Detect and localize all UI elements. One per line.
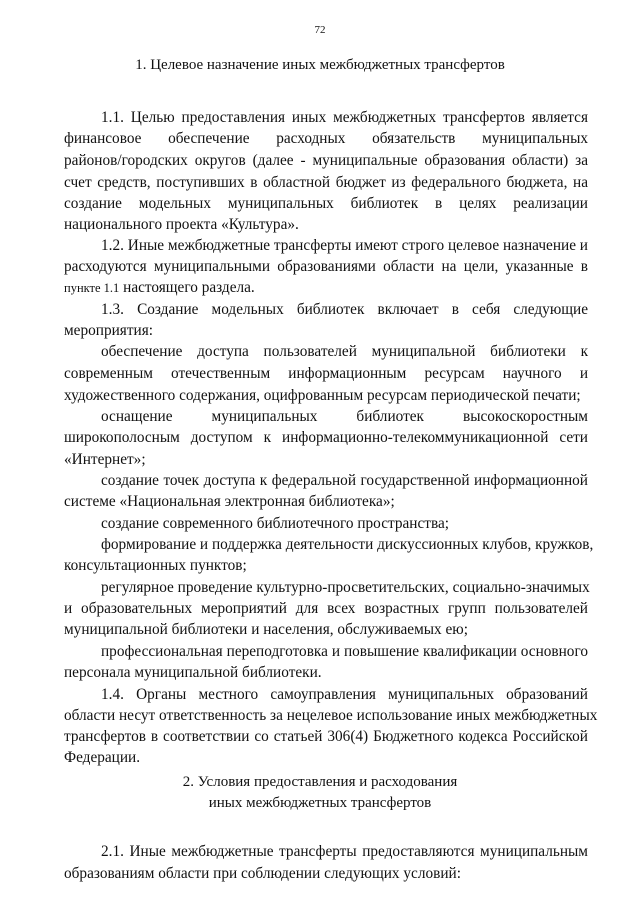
text-line: 1.2. Иные межбюджетные трансферты имеют строго целевое назначение и — [101, 237, 588, 254]
text-line: трансфертов в соответствии со статьей 306(4) Бюджетного кодекса Российской — [64, 728, 588, 745]
text-line: оснащение муниципальных библиотек высокоскоростным — [101, 408, 588, 425]
text-line: формирование и поддержка деятельности дискуссионных клубов, кружков, — [101, 536, 594, 553]
text-line: счет средств, поступивших в областной бюджет из федерального бюджета, на — [64, 174, 588, 191]
text-line: национального проекта «Культура». — [64, 216, 299, 233]
point-reference: пункте 1.1 — [64, 281, 120, 295]
text-line: персонала муниципальной библиотеки. — [64, 664, 322, 681]
text-line: образованиям области при соблюдении следующих условий: — [64, 865, 461, 882]
text-line: художественного содержания, оцифрованным ресурсам периодической печати; — [64, 387, 581, 404]
text-line: регулярное проведение культурно-просветительских, социально-значимых — [101, 579, 590, 596]
text-line: профессиональная переподготовка и повышение квалификации основного — [101, 643, 588, 660]
text-line: области несут ответственность за нецелевое использование иных межбюджетных — [64, 707, 598, 724]
text-line: финансовое обеспечение расходных обязательств муниципальных — [64, 130, 588, 147]
text-line: 1.1. Целью предоставления иных межбюджетных трансфертов является — [101, 109, 588, 126]
page-number: 72 — [314, 24, 326, 36]
text-line: создание точек доступа к федеральной государственной информационной — [101, 472, 588, 489]
text-line: широкополосным доступом к информационно-телекоммуникационной сети — [64, 429, 588, 446]
text-line: муниципальной библиотеки и населения, обслуживаемых ею; — [64, 621, 468, 638]
section-2-title-line-2: иных межбюджетных трансфертов — [208, 795, 432, 811]
text-line: Федерации. — [64, 749, 141, 766]
section-1-title: 1. Целевое назначение иных межбюджетных трансфертов — [135, 57, 505, 73]
text-line: расходуются муниципальными образованиями области на цели, указанные в — [64, 258, 588, 275]
text-line: «Интернет»; — [64, 451, 146, 468]
text-line: 1.3. Создание модельных библиотек включает в себя следующие — [101, 301, 588, 318]
text-line: 2.1. Иные межбюджетные трансферты предоставляются муниципальным — [101, 843, 588, 860]
text-line — [64, 278, 588, 298]
text-line: современным отечественным информационным ресурсам научного и — [64, 365, 588, 382]
text-line: и образовательных мероприятий для всех возрастных групп пользователей — [64, 600, 588, 617]
text-line: 1.4. Органы местного самоуправления муниципальных образований — [101, 686, 588, 703]
text-line: мероприятия: — [64, 322, 153, 339]
text-line: создание современного библиотечного пространства; — [101, 515, 450, 532]
text-line: создание модельных муниципальных библиотек в целях реализации — [64, 195, 588, 212]
text-line: консультационных пунктов; — [64, 557, 247, 574]
text-line: системе «Национальная электронная библиотека»; — [64, 493, 395, 510]
section-2-title-line-1: 2. Условия предоставления и расходования — [182, 774, 458, 790]
text-fragment: настоящего раздела. — [119, 279, 255, 296]
text-line: обеспечение доступа пользователей муниципальной библиотеки к — [101, 343, 588, 360]
text-line: районов/городских округов (далее - муниципальные образования области) за — [64, 152, 588, 169]
